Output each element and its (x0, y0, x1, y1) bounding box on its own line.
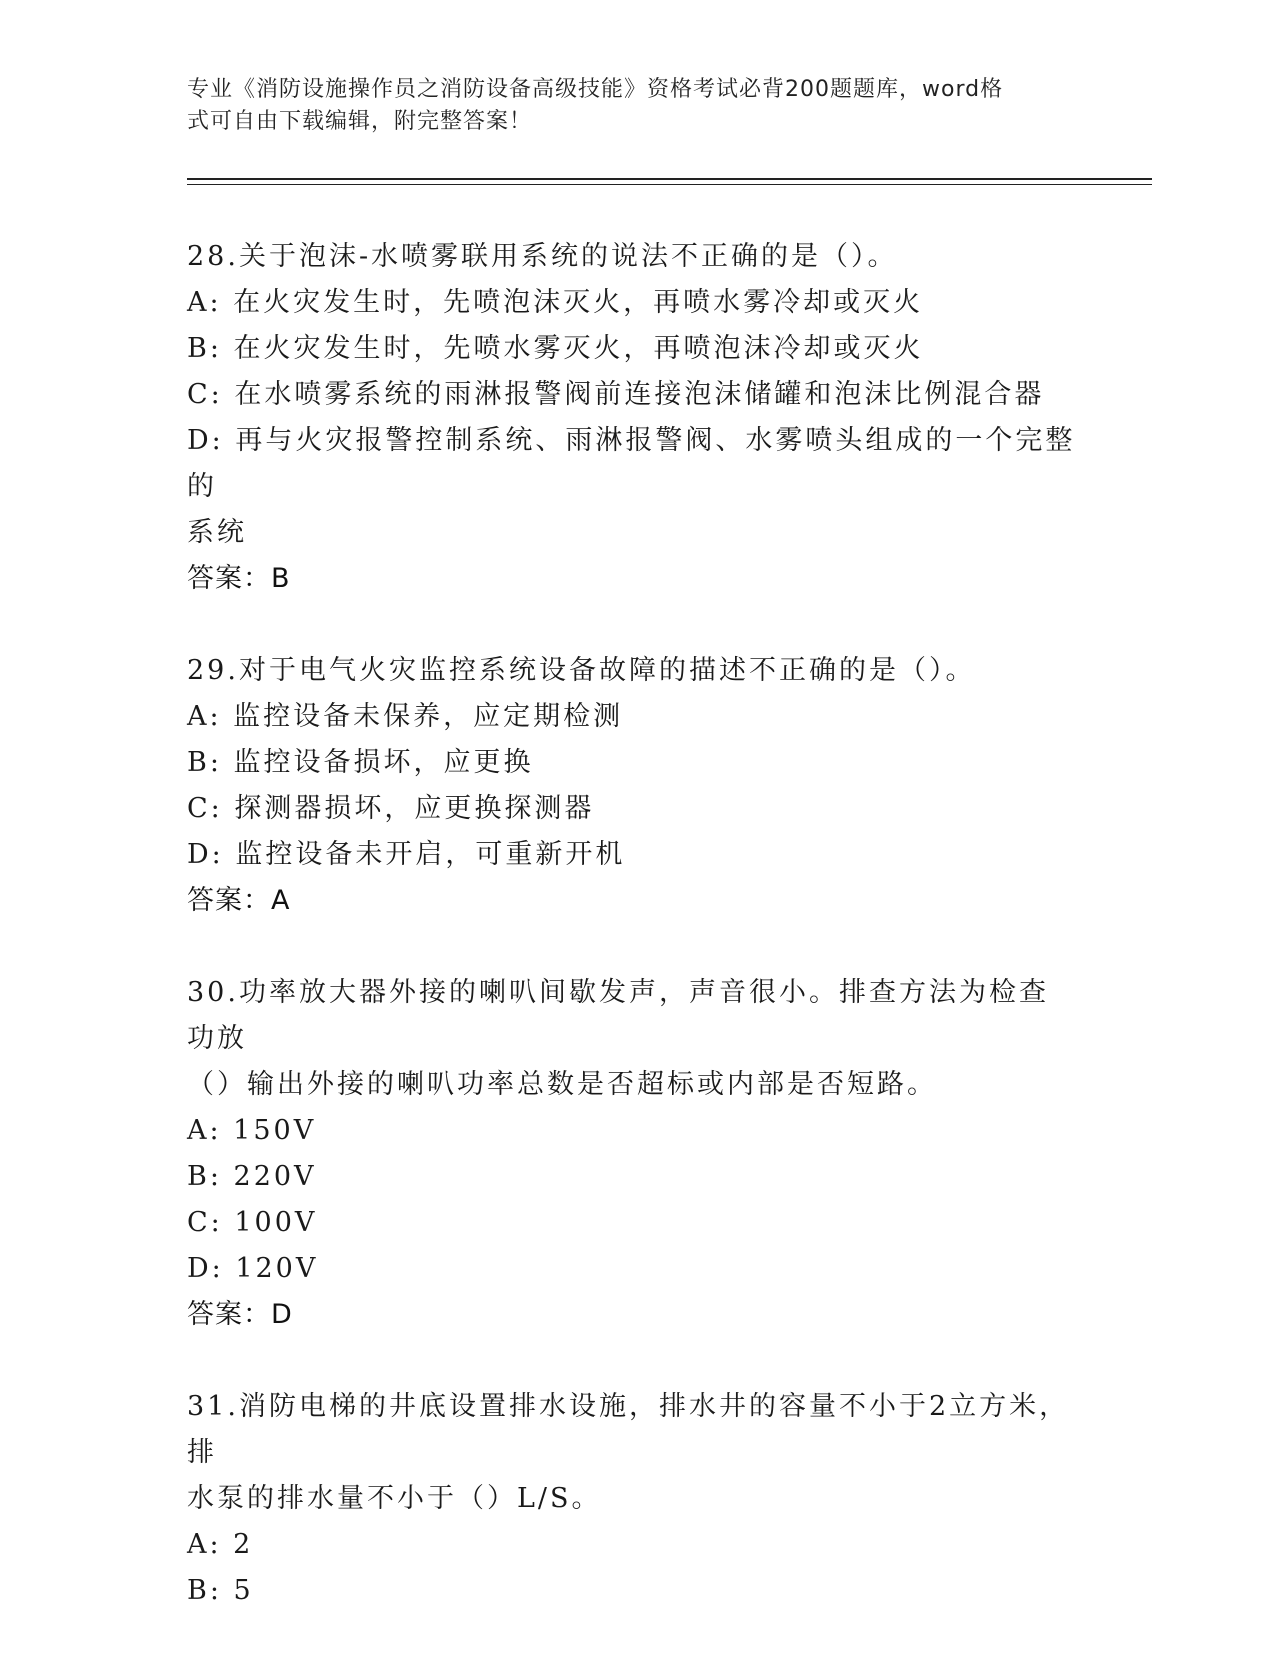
question-stem: 30.功率放大器外接的喇叭间歇发声，声音很小。排查方法为检查功放 (187, 977, 1049, 1054)
document-header (187, 74, 1067, 138)
header-rule-thick (187, 178, 1152, 180)
option-c: C: 100V (187, 1207, 318, 1238)
question-30 (187, 970, 1077, 1338)
question-list (187, 234, 1077, 1660)
option-b: B: 在火灾发生时，先喷水雾灭火，再喷泡沫冷却或灭火 (187, 333, 924, 364)
question-29 (187, 648, 1077, 924)
option-b: B: 220V (187, 1161, 317, 1192)
question-stem-continued: （）输出外接的喇叭功率总数是否超标或内部是否短路。 (187, 1069, 937, 1100)
option-b: B: 监控设备损坏，应更换 (187, 747, 534, 778)
question-stem: 29.对于电气火灾监控系统设备故障的描述不正确的是（）。 (187, 655, 976, 686)
question-28 (187, 234, 1077, 602)
option-d: D: 120V (187, 1253, 319, 1284)
option-d: D: 再与火灾报警控制系统、雨淋报警阀、水雾喷头组成的一个完整的 (187, 425, 1076, 502)
option-b: B: 5 (187, 1575, 254, 1606)
question-stem: 28.关于泡沫-水喷雾联用系统的说法不正确的是（）。 (187, 241, 898, 272)
option-a: A: 150V (187, 1115, 317, 1146)
option-a: A: 2 (187, 1529, 254, 1560)
option-d: D: 监控设备未开启，可重新开机 (187, 839, 626, 870)
header-line-2: 式可自由下载编辑，附完整答案！ (187, 109, 533, 134)
option-c: C: 在水喷雾系统的雨淋报警阀前连接泡沫储罐和泡沫比例混合器 (187, 379, 1045, 410)
answer-label: 答案：D (187, 1299, 293, 1330)
answer-label: 答案：A (187, 885, 291, 916)
header-line-1: 专业《消防设施操作员之消防设备高级技能》资格考试必背200题题库，word格 (187, 77, 1004, 102)
option-c: C: 探测器损坏，应更换探测器 (187, 793, 595, 824)
answer-label: 答案：B (187, 563, 291, 594)
option-a: A: 在火灾发生时，先喷泡沫灭火，再喷水雾冷却或灭火 (187, 287, 924, 318)
option-a: A: 监控设备未保养，应定期检测 (187, 701, 624, 732)
question-stem: 31.消防电梯的井底设置排水设施，排水井的容量不小于2立方米，排 (187, 1391, 1070, 1468)
question-31 (187, 1384, 1077, 1614)
option-d-continued: 系统 (187, 517, 247, 548)
question-stem-continued: 水泵的排水量不小于（）L/S。 (187, 1483, 602, 1514)
header-rule-thin (187, 184, 1152, 185)
